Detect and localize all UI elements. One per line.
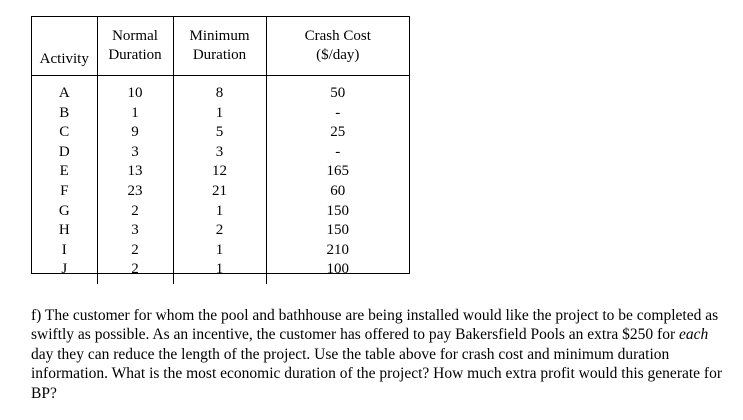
cell-crash: 25 (266, 123, 409, 143)
cell-minimum: 1 (173, 241, 266, 261)
table-row (32, 260, 409, 284)
cell-minimum: 1 (173, 104, 266, 124)
header-crash-cost (266, 17, 409, 76)
table-row (32, 182, 409, 202)
cell-activity: D (58, 143, 70, 160)
cell-activity: A (58, 85, 70, 101)
header-normal-duration (97, 17, 173, 76)
cell-normal: 3 (97, 143, 173, 163)
cell-normal: 2 (97, 241, 173, 261)
activity-table-grid (32, 17, 409, 284)
header-normal-line2: Duration (108, 47, 162, 63)
header-activity-label: Activity (39, 51, 89, 67)
cell-crash: 50 (266, 76, 409, 104)
cell-crash: 60 (266, 182, 409, 202)
header-activity (32, 17, 97, 76)
question-text-part1: f) The customer for whom the pool and bathhouse are being installed would like the project to be completed as swiftly as possible. As an incentive, the customer has offered to pay Bakersfield Pools an extra $250 for (31, 306, 719, 343)
cell-normal: 2 (97, 260, 173, 284)
cell-normal: 9 (97, 123, 173, 143)
cell-minimum: 8 (173, 76, 266, 104)
table-header-row (32, 17, 409, 76)
cell-activity: J (61, 261, 68, 278)
cell-activity: H (58, 222, 70, 239)
cell-activity: B (59, 104, 70, 121)
table-row (32, 162, 409, 182)
question-emphasis: each (678, 326, 709, 343)
cell-crash: - (266, 143, 409, 163)
cell-normal: 2 (97, 202, 173, 222)
cell-activity: F (60, 182, 69, 199)
header-crash-line2: ($/day) (316, 47, 360, 63)
cell-crash: 165 (266, 162, 409, 182)
cell-minimum: 3 (173, 143, 266, 163)
header-minimum-line2: Duration (192, 47, 247, 63)
cell-activity: C (59, 124, 70, 141)
table-row (32, 202, 409, 222)
table-row (32, 123, 409, 143)
cell-crash: 100 (266, 260, 409, 284)
cell-minimum: 5 (173, 123, 266, 143)
header-normal-line1: Normal (112, 28, 158, 44)
cell-normal: 3 (97, 221, 173, 241)
cell-crash: 210 (266, 241, 409, 261)
cell-minimum: 2 (173, 221, 266, 241)
cell-minimum: 12 (173, 162, 266, 182)
header-minimum-duration (173, 17, 266, 76)
question-text-part2: day they can reduce the length of the project. Use the table above for crash cost and minimum duration information. What is the most economic duration of the project? How much extra profit would this generate for BP? (31, 345, 722, 402)
table-row (32, 143, 409, 163)
table-row (32, 104, 409, 124)
activity-table (31, 16, 410, 278)
table-row (32, 221, 409, 241)
cell-normal: 23 (97, 182, 173, 202)
cell-normal: 10 (97, 76, 173, 104)
cell-normal: 1 (97, 104, 173, 124)
cell-crash: 150 (266, 202, 409, 222)
cell-activity: I (61, 241, 67, 258)
cell-activity: G (58, 202, 70, 219)
table-row (32, 241, 409, 261)
cell-normal: 13 (97, 162, 173, 182)
cell-minimum: 1 (173, 260, 266, 284)
header-crash-line1: Crash Cost (304, 28, 371, 44)
cell-crash: 150 (266, 221, 409, 241)
header-minimum-line1: Minimum (189, 28, 250, 44)
cell-crash: - (266, 104, 409, 124)
table-row (32, 76, 409, 104)
question-paragraph (31, 306, 731, 404)
cell-activity: E (59, 163, 69, 180)
cell-minimum: 1 (173, 202, 266, 222)
cell-minimum: 21 (173, 182, 266, 202)
